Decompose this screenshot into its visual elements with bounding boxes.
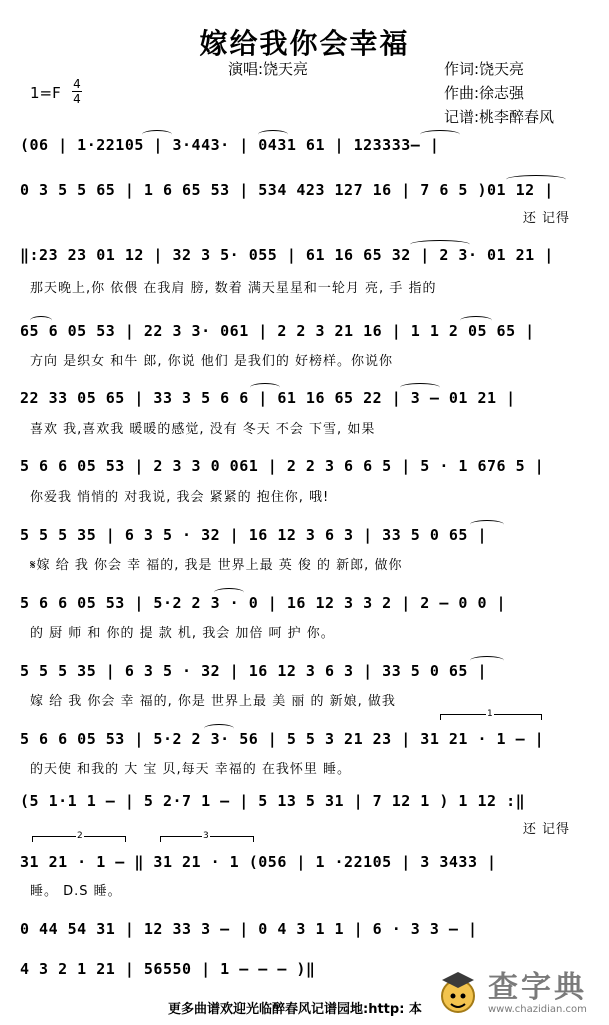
slur-mark (204, 724, 234, 733)
slur-mark (506, 175, 566, 184)
composer-credit: 作曲:徐志强 (444, 84, 525, 102)
slur-mark (470, 520, 504, 529)
notation-row-8: 5 6 6 05 53 | 5·2 2 3 · 0 | 16 12 3 3 2 | 2 – 0 0 | (20, 594, 507, 612)
notation-row-12: 31 21 · 1 – ‖ 31 21 · 1 (056 | 1 ·22105 | 3 3433 | (20, 853, 497, 871)
lyric-row-2: 还 记得 (522, 211, 570, 226)
lyric-row-11: 还 记得 (522, 822, 570, 837)
notation-row-1: (06 | 1·22105 | 3·443· | 0431 61 | 123333– | (20, 136, 440, 154)
triplet-number: 3 (203, 831, 209, 841)
lyric-row-12: 睡。 D.S 睡。 (30, 884, 122, 899)
lyric-row-9: 嫁 给 我 你会 幸 福的, 你是 世界上最 美 丽 的 新娘, 做我 (30, 694, 396, 709)
transcriber-credit: 记谱:桃李醉春风 (444, 108, 555, 126)
notation-row-14: 4 3 2 1 21 | 56550 | 1 – – – )‖ (20, 960, 316, 978)
brand-logo-text: 查字典 (488, 970, 587, 1005)
lyric-row-4: 方向 是织女 和牛 郎, 你说 他们 是我们的 好榜样。你说你 (30, 354, 394, 369)
slur-mark (470, 656, 504, 665)
key-signature: 1=F (30, 84, 61, 102)
triplet-number: 1 (487, 709, 493, 719)
lyric-row-7: 𝄋嫁 给 我 你会 幸 福的, 我是 世界上最 英 俊 的 新郎, 做你 (30, 558, 403, 573)
page-title: 嫁给我你会幸福 (199, 27, 410, 60)
notation-row-5: 22 33 05 65 | 33 3 5 6 6 | 61 16 65 22 | 3 – 01 21 | (20, 389, 516, 407)
lyric-row-8: 的 厨 师 和 你的 提 款 机, 我会 加倍 呵 护 你。 (30, 626, 335, 641)
brand-url[interactable]: www.chazidian.com (488, 1004, 587, 1015)
slur-mark (30, 316, 52, 325)
notation-row-7: 5 5 5 35 | 6 3 5 · 32 | 16 12 3 6 3 | 33 5 0 65 | (20, 526, 488, 544)
slur-mark (214, 588, 244, 597)
slur-mark (410, 240, 470, 249)
lyric-row-10: 的天使 和我的 大 宝 贝,每天 幸福的 在我怀里 睡。 (30, 762, 352, 777)
slur-mark (142, 130, 172, 139)
time-signature-top: 4 (73, 77, 81, 91)
lyricist-credit: 作词:饶天亮 (444, 60, 525, 78)
notation-row-6: 5 6 6 05 53 | 2 3 3 0 061 | 2 2 3 6 6 5 | 5 · 1 676 5 | (20, 457, 545, 475)
footer-note: 更多曲谱欢迎光临醉春风记谱园地:http: 本 (168, 1002, 422, 1017)
notation-row-3: ‖:23 23 01 12 | 32 3 5· 055 | 61 16 65 32 | 2 3· 01 21 | (20, 246, 554, 264)
triplet-number: 2 (77, 831, 83, 841)
notation-row-9: 5 5 5 35 | 6 3 5 · 32 | 16 12 3 6 3 | 33 5 0 65 | (20, 662, 488, 680)
slur-mark (460, 316, 492, 325)
notation-row-11: (5 1·1 1 – | 5 2·7 1 – | 5 13 5 31 | 7 12 1 ) 1 12 :‖ (20, 792, 526, 810)
notation-row-2: 0 3 5 5 65 | 1 6 65 53 | 534 423 127 16 | 7 6 5 )01 12 | (20, 181, 554, 199)
notation-row-13: 0 44 54 31 | 12 33 3 – | 0 4 3 1 1 | 6 · 3 3 – | (20, 920, 478, 938)
lyric-row-5: 喜欢 我,喜欢我 暖暖的感觉, 没有 冬天 不会 下雪, 如果 (30, 422, 376, 437)
slur-mark (420, 130, 460, 139)
slur-mark (258, 130, 288, 139)
lyric-row-3: 那天晚上,你 依偎 在我肩 膀, 数着 满天星星和一轮月 亮, 手 指的 (30, 281, 437, 296)
notation-row-10: 5 6 6 05 53 | 5·2 2 3· 56 | 5 5 3 21 23 | 31 21 · 1 – | (20, 730, 545, 748)
notation-row-4: 65 6 05 53 | 22 3 3· 061 | 2 2 3 21 16 | 1 1 2 05 65 | (20, 322, 535, 340)
time-signature-bottom: 4 (73, 92, 81, 106)
lyric-row-6: 你爱我 悄悄的 对我说, 我会 紧紧的 抱住你, 哦! (30, 490, 330, 505)
singer-credit: 演唱:饶天亮 (228, 60, 309, 78)
slur-mark (250, 383, 280, 392)
slur-mark (400, 383, 440, 392)
time-signature (72, 78, 82, 105)
